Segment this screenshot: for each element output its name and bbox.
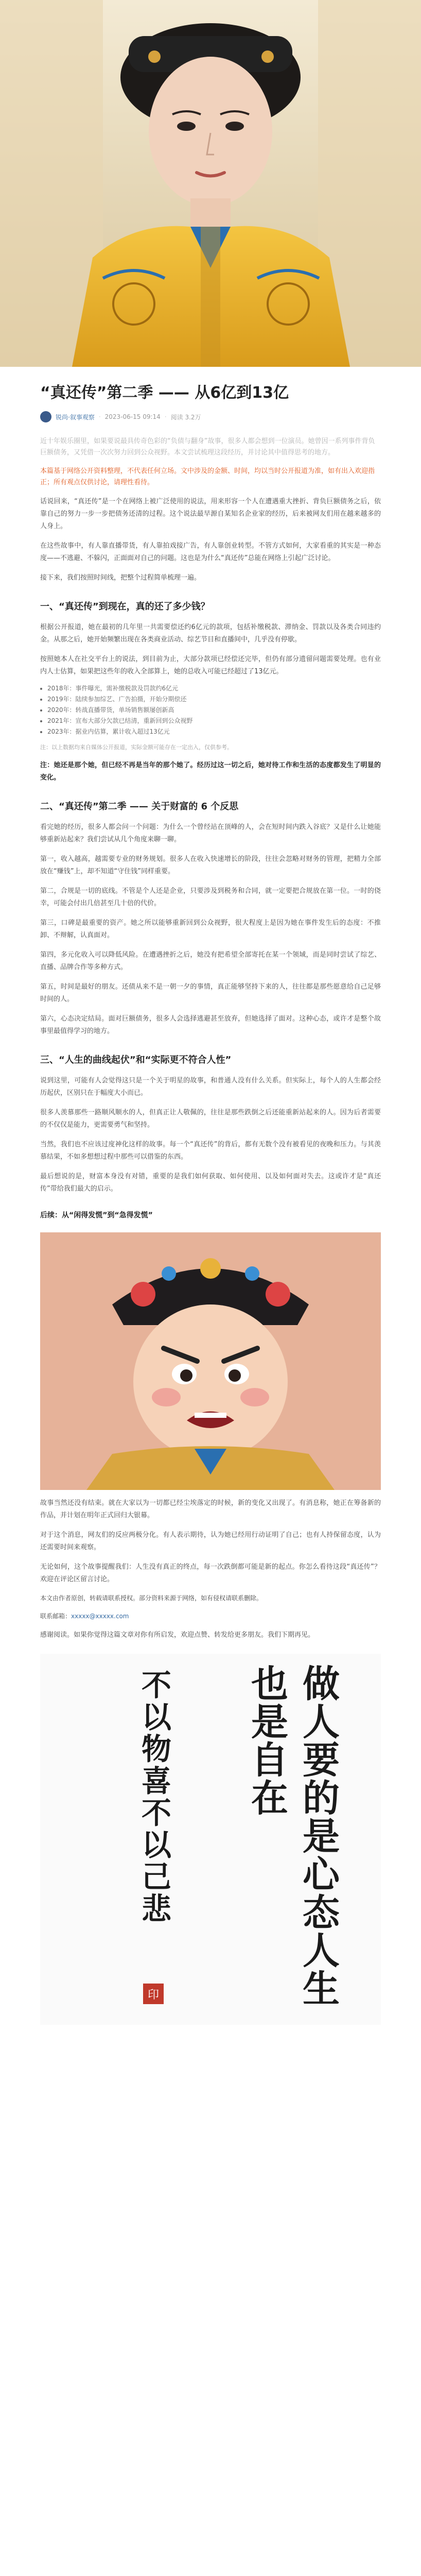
contact-email[interactable]: xxxxx@xxxxx.com <box>71 1613 129 1620</box>
hero-portrait-illustration <box>0 0 421 367</box>
contact-label: 联系邮箱： <box>40 1613 72 1620</box>
data-note: 注：以上数据均来自媒体公开报道，实际金额可能存在一定出入，仅供参考。 <box>40 744 233 751</box>
calligraphy-image <box>40 1654 381 2025</box>
cartoon-illustration <box>40 1232 381 1490</box>
timeline-list <box>40 683 381 737</box>
body-paragraph: 很多人羡慕那些一路顺风顺水的人，但真正让人敬佩的，往往是那些跌倒之后还能重新站起来的人。因为后者需要的不仅仅是能力，更需要勇气和坚持。 <box>40 1109 381 1129</box>
body-paragraph: 第一，收入越高，越需要专业的财务规划。很多人在收入快速增长的阶段，往往会忽略对财务的管理，把精力全部放在“赚钱”上，却不知道“守住钱”同样重要。 <box>40 855 381 875</box>
body-paragraph: 在这些故事中，有人靠直播带货，有人靠拍戏接广告，有人靠创业转型。不管方式如何，大家看重的其实是一种态度——不逃避、不躲闪，正面面对自己的问题。这也是为什么“真还传”总能在网络上引起广泛讨论。 <box>40 542 381 562</box>
ending-paragraph: 感谢阅读。如果你觉得这篇文章对你有所启发，欢迎点赞、转发给更多朋友。我们下期再见。 <box>40 1631 315 1639</box>
timeline-item: • 2023年：据业内估算，累计收入超过13亿元 <box>47 726 381 737</box>
publish-date: 2023-06-15 09:14 <box>104 413 161 420</box>
body-paragraph: 第三，口碑是最重要的资产。她之所以能够重新回到公众视野，很大程度上是因为她在事件发生后的态度：不推卸、不辩解，认真面对。 <box>40 919 381 939</box>
body-paragraph: 无论如何，这个故事提醒我们：人生没有真正的终点，每一次跌倒都可能是新的起点。你怎么看待这段“真还传”？欢迎在评论区留言讨论。 <box>40 1563 381 1583</box>
highlight-notice: 本篇基于网络公开资料整理，不代表任何立场。文中涉及的金额、时间，均以当时公开报道为准，如有出入欢迎指正；所有观点仅供讨论，请理性看待。 <box>40 467 375 486</box>
body-paragraph: 当然，我们也不应该过度神化这样的故事。每一个“真还传”的背后，都有无数个没有被看见的夜晚和压力。与其羡慕结果，不如多想想过程中那些可以借鉴的东西。 <box>40 1141 381 1161</box>
section-conclusion: 注：她还是那个她，但已经不再是当年的那个她了。经历过这一切之后，她对待工作和生活的态度都发生了明显的变化。 <box>40 761 381 782</box>
body-paragraph: 第六，心态决定结局。面对巨额债务，很多人会选择逃避甚至放弃，但她选择了面对。这种心态，或许才是整个故事里最值得学习的地方。 <box>40 1015 381 1035</box>
section-heading-3: 三、“人生的曲线起伏”和“实际更不符合人性” <box>40 1055 232 1065</box>
body-paragraph: 根据公开报道，她在最初的几年里一共需要偿还约6亿元的款项，包括补缴税款、滞纳金、罚款以及各类合同违约金。从那之后，她开始频繁出现在各类商业活动、综艺节目和直播间中，几乎没有停歇。 <box>40 623 381 643</box>
copyright-paragraph: 本文由作者原创，转载请联系授权。部分资料来源于网络，如有侵权请联系删除。 <box>40 1595 263 1602</box>
body-paragraph: 看完她的经历，很多人都会问一个问题：为什么一个曾经站在顶峰的人，会在短时间内跌入谷底？又是什么让她能够重新站起来？我们尝试从几个角度来聊一聊。 <box>40 823 381 843</box>
body-paragraph: 接下来，我们按照时间线，把整个过程简单梳理一遍。 <box>40 574 201 582</box>
body-paragraph: 最后想说的是，财富本身没有对错，重要的是我们如何获取、如何使用、以及如何面对失去。这或许才是“真还传”带给我们最大的启示。 <box>40 1173 381 1193</box>
body-paragraph: 话说回来，“真还传”是一个在网络上被广泛使用的说法，用来形容一个人在遭遇重大挫折、背负巨额债务之后，依靠自己的努力一步一步把债务还清的过程。这个说法最早源自某知名企业家的经历，后来被网友们用在越来越多的人身上。 <box>40 498 381 530</box>
angry-empress-cartoon <box>40 1232 381 1490</box>
section-heading-1: 一、“真还传”到现在，真的还了多少钱？ <box>40 601 210 612</box>
author-name[interactable]: 锐尚·叙事观察 <box>56 413 95 421</box>
seal-stamp <box>143 1984 164 2004</box>
timeline-item: • 2018年：事件曝光，需补缴税款及罚款约6亿元 <box>47 683 381 694</box>
timeline-item: • 2021年：宣布大部分欠款已结清，重新回到公众视野 <box>47 716 381 726</box>
author-avatar[interactable] <box>40 411 51 422</box>
body-paragraph: 说到这里，可能有人会觉得这只是一个关于明星的故事，和普通人没有什么关系。但实际上，每个人的人生都会经历起伏，区别只在于幅度大小而已。 <box>40 1077 381 1097</box>
hero-image <box>0 0 421 367</box>
seal-text: 印 <box>147 1988 159 2002</box>
meta-separator: · <box>98 413 101 420</box>
section-heading-2: 二、“真还传”第二季 —— 关于财富的 6 个反思 <box>40 801 239 812</box>
subsection-caption: 后续：从“闲得发慌”到“急得发慌” <box>40 1211 153 1219</box>
article-body <box>0 367 421 2025</box>
meta-separator: · <box>164 413 167 420</box>
body-paragraph: 第五，时间是最好的朋友。还债从来不是一朝一夕的事情，真正能够坚持下来的人，往往都是那些愿意给自己足够时间的人。 <box>40 983 381 1003</box>
contact-line <box>40 1611 381 1622</box>
body-paragraph: 第二，合规是一切的底线。不管是个人还是企业，只要涉及到税务和合同，就一定要把合规放在第一位。一时的侥幸，可能会付出几倍甚至几十倍的代价。 <box>40 887 381 907</box>
calligraphy-right-column: 做人要的是心态人生也是自在 <box>245 1664 340 2007</box>
timeline-item: • 2020年：转战直播带货，单场销售额屡创新高 <box>47 705 381 716</box>
article-title: “真还传”第二季 —— 从6亿到13亿 <box>40 384 289 402</box>
article-meta <box>40 411 381 422</box>
body-paragraph: 按照她本人在社交平台上的说法，到目前为止，大部分款项已经偿还完毕，但仍有部分遗留问题需要处理。也有业内人士估算，如果把这些年的收入全部算上，她的总收入可能已经超过了13亿元。 <box>40 655 381 675</box>
body-paragraph: 故事当然还没有结束。就在大家以为一切都已经尘埃落定的时候，新的变化又出现了。有消息称，她正在筹备新的作品，并计划在明年正式回归大银幕。 <box>40 1499 381 1519</box>
body-paragraph: 对于这个消息，网友们的反应两极分化。有人表示期待，认为她已经用行动证明了自己；也有人持保留态度，认为还需要时间来观察。 <box>40 1531 381 1551</box>
read-count: 阅读 3.2万 <box>170 413 201 421</box>
body-paragraph: 第四，多元化收入可以降低风险。在遭遇挫折之后，她没有把希望全部寄托在某一个领域，而是同时尝试了综艺、直播、品牌合作等多种方式。 <box>40 951 381 971</box>
timeline-item: • 2019年：陆续参加综艺、广告拍摄，开始分期偿还 <box>47 694 381 705</box>
calligraphy-left-column: 不以物喜不以己悲 <box>136 1669 171 1925</box>
intro-paragraph: 近十年娱乐圈里，如果要说最具传奇色彩的“负债与翻身”故事，很多人都会想到一位演员。她曾因一系列事件背负巨额债务，又凭借一次次努力回到公众视野。本文尝试梳理这段经历，并讨论其中值得思考的地方。 <box>40 437 375 456</box>
